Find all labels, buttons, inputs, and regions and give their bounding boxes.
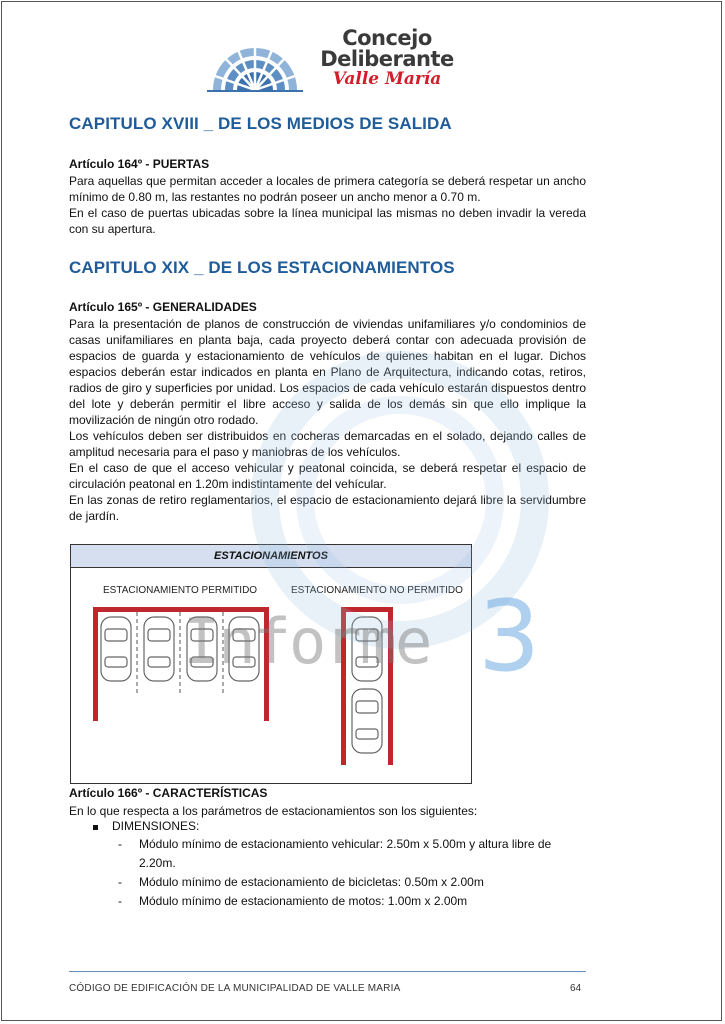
dash-icon: - [118,894,122,908]
car-icon [352,689,382,753]
car-icon [101,617,131,681]
article-166-intro: En lo que respecta a los parámetros de estacionamientos son los siguientes: [69,804,478,818]
article-165-paragraph-2: Los vehículos deben ser distribuidos en cocheras demarcadas en el solado, dejando calles de amplitud necesaria para el paso y maniobras de los vehículos. [69,429,586,459]
logo-line-2: Deliberante [320,47,454,71]
figure-label-permitted: ESTACIONAMIENTO PERMITIDO [103,585,258,596]
dome-logo-icon [205,26,305,92]
car-icon [144,617,174,681]
logo-text [317,28,457,88]
chapter-19-heading: CAPITULO XIX _ DE LOS ESTACIONAMIENTOS [69,258,455,277]
article-165-title: Artículo 165º - GENERALIDADES [69,300,257,314]
logo-line-1: Concejo [342,26,432,50]
watermark-text: Informe [183,605,431,678]
figure-title: ESTACIONAMIENTOS [71,545,471,568]
article-164-title: Artículo 164º - PUERTAS [69,157,210,171]
dimension-item-2: Módulo mínimo de estacionamiento de bicicletas: 0.50m x 2.00m [139,875,484,889]
article-164-paragraph-2: En el caso de puertas ubicadas sobre la línea municipal las mismas no deben invadir la vereda con su apertura. [69,206,586,236]
page-number: 64 [570,983,582,994]
article-164-body [69,173,586,237]
article-165-paragraph-1: Para la presentación de planos de construcción de viviendas unifamiliares y/o condominios de casas unifamiliares en planta baja, cada proyecto deberá contar con adecuada provisión de espacios de guarda y estacionamiento de vehículos de quienes habitan en el lugar. Dichos espacios deberán estar indicados en planta en Plano de Arquitectura, indicando cotas, retiros, radios de giro y superficies por unidad. Los espacios de cada vehículo estarán dispuestos dentro del lote y deberán permitir el libre acceso y salida de los demás sin que ello implique la movilización de ningún otro rodado. [69,317,586,427]
article-164-paragraph-1: Para aquellas que permitan acceder a locales de primera categoría se deberá respetar un ancho mínimo de 0.80 m, las restantes no podrán poseer un ancho menor a 0.70 m. [69,174,586,204]
footer-rule [69,971,586,972]
watermark-digit: 3 [478,580,541,694]
chapter-18-heading: CAPITULO XVIII _ DE LOS MEDIOS DE SALIDA [69,114,452,133]
logo-line-3: Valle María [332,69,442,89]
dash-icon: - [118,875,122,889]
article-165-body [69,316,586,524]
logo [205,26,455,96]
dimension-item-3: Módulo mínimo de estacionamiento de motos: 1.00m x 2.00m [139,894,468,908]
dimension-item-1: Módulo mínimo de estacionamiento vehicular: 2.50m x 5.00m y altura libre de 2.20m. [139,837,552,870]
footer-title: CÓDIGO DE EDIFICACIÓN DE LA MUNICIPALIDAD DE VALLE MARIA [69,983,401,994]
article-165-paragraph-4: En las zonas de retiro reglamentarios, el espacio de estacionamiento dejará libre la servidumbre de jardín. [69,493,586,523]
dash-icon: - [118,837,122,851]
dimensions-bullet: DIMENSIONES: [112,819,200,833]
article-165-paragraph-3: En el caso de que el acceso vehicular y peatonal coincida, se deberá respetar el espacio de circulación peatonal en 1.20m indistintamente del vehícular. [69,461,586,491]
figure-label-not-permitted: ESTACIONAMIENTO NO PERMITIDO [291,585,463,596]
article-166-title: Artículo 166º - CARACTERÍSTICAS [69,786,268,800]
bullet-square-icon [93,825,98,830]
